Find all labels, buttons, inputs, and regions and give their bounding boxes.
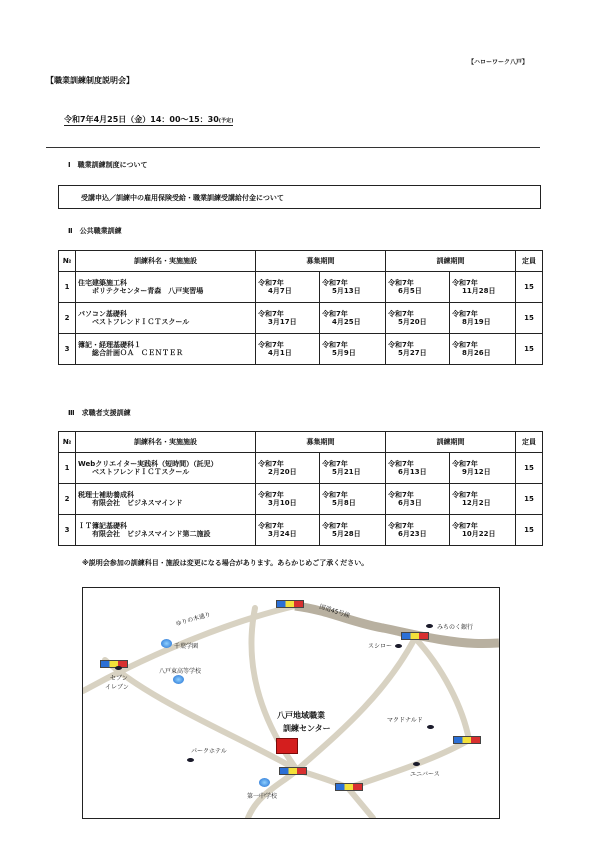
date-cell	[386, 334, 450, 365]
date-value: 6月3日	[398, 499, 422, 507]
traffic-signal-icon	[453, 736, 481, 744]
col-capacity: 定員	[516, 251, 543, 272]
row-no: 2	[59, 303, 76, 334]
training-center-building-icon	[276, 738, 298, 754]
divider	[46, 147, 540, 148]
map-pin-icon	[426, 624, 433, 628]
traffic-signal-icon	[401, 632, 429, 640]
date-era: 令和7年	[452, 459, 478, 468]
center-label-1: 八戸地域職業	[277, 711, 325, 720]
traffic-signal-icon	[276, 600, 304, 608]
capacity-cell: 15	[516, 272, 543, 303]
date-value: 8月19日	[462, 318, 491, 326]
date-era: 令和7年	[258, 490, 284, 499]
school-icon	[259, 778, 270, 787]
date-value: 12月2日	[462, 499, 491, 507]
date-era: 令和7年	[452, 490, 478, 499]
date-era: 令和7年	[258, 309, 284, 318]
date-era: 令和7年	[258, 521, 284, 530]
table-row	[59, 272, 543, 303]
date-era: 令和7年	[452, 278, 478, 287]
course-name: パソコン基礎科	[78, 309, 127, 318]
datetime-text: 令和7年4月25日（金）14：00～15：30	[64, 115, 219, 124]
table-row	[59, 453, 543, 484]
date-value: 5月27日	[398, 349, 427, 357]
course-cell	[76, 515, 256, 546]
date-cell	[450, 272, 516, 303]
daiichi-label: 第一中学校	[247, 793, 278, 800]
traffic-signal-icon	[279, 767, 307, 775]
date-cell	[320, 272, 386, 303]
school-icon	[173, 675, 184, 684]
date-cell	[386, 303, 450, 334]
center-label-2: 訓練センター	[283, 724, 331, 733]
row-no: 3	[59, 334, 76, 365]
date-value: 4月7日	[268, 287, 292, 295]
universe-label: ユニバース	[410, 771, 440, 778]
date-era: 令和7年	[388, 490, 414, 499]
course-name: Webクリエイター実践科（短時間）（託児）	[78, 459, 218, 468]
date-era: 令和7年	[322, 459, 348, 468]
col-training: 訓練期間	[386, 432, 516, 453]
facility-name: 総合計画ＯＡ ＣＥＮＴＥＲ	[92, 349, 183, 357]
course-cell	[76, 484, 256, 515]
course-cell	[76, 453, 256, 484]
date-cell	[450, 515, 516, 546]
capacity-cell: 15	[516, 453, 543, 484]
section1-box	[58, 185, 541, 209]
seven-label-2: イレブン	[105, 684, 129, 691]
map-pin-icon	[427, 725, 434, 729]
date-era: 令和7年	[258, 278, 284, 287]
col-capacity: 定員	[516, 432, 543, 453]
date-cell	[450, 334, 516, 365]
page-title: 【職業訓練制度説明会】	[46, 76, 134, 85]
date-era: 令和7年	[388, 278, 414, 287]
date-value: 9月12日	[462, 468, 491, 476]
col-training: 訓練期間	[386, 251, 516, 272]
date-value: 3月24日	[268, 530, 297, 538]
park-hotel-label: パークホテル	[191, 748, 227, 755]
col-course: 訓練科名・実施施設	[76, 432, 256, 453]
course-cell	[76, 303, 256, 334]
date-era: 令和7年	[258, 340, 284, 349]
date-cell	[320, 453, 386, 484]
jobseeker-training-table	[58, 431, 543, 546]
date-value: 4月1日	[268, 349, 292, 357]
col-recruit: 募集期間	[256, 251, 386, 272]
date-cell	[386, 484, 450, 515]
date-cell	[450, 303, 516, 334]
facility-name: ベストフレンドＩＣＴスクール	[92, 468, 190, 476]
date-era: 令和7年	[322, 278, 348, 287]
date-era: 令和7年	[388, 309, 414, 318]
capacity-cell: 15	[516, 515, 543, 546]
date-era: 令和7年	[388, 521, 414, 530]
date-cell	[256, 453, 320, 484]
date-value: 8月26日	[462, 349, 491, 357]
course-name: 簿記・経理基礎科１	[78, 340, 141, 349]
change-note: ※説明会参加の訓練科目・施設は変更になる場合があります。あらかじめご了承ください。	[82, 559, 369, 567]
map-pin-icon	[413, 762, 420, 766]
date-cell	[256, 484, 320, 515]
date-value: 6月23日	[398, 530, 427, 538]
date-value: 6月5日	[398, 287, 422, 295]
public-training-table	[58, 250, 543, 365]
date-value: 5月28日	[332, 530, 361, 538]
date-era: 令和7年	[388, 459, 414, 468]
col-no: №	[59, 432, 76, 453]
col-course: 訓練科名・実施施設	[76, 251, 256, 272]
course-cell	[76, 334, 256, 365]
date-cell	[320, 334, 386, 365]
traffic-signal-icon	[335, 783, 363, 791]
date-era: 令和7年	[388, 340, 414, 349]
date-era: 令和7年	[322, 340, 348, 349]
date-value: 3月17日	[268, 318, 297, 326]
date-era: 令和7年	[452, 309, 478, 318]
session-datetime	[64, 114, 233, 126]
section2-heading: Ⅱ 公共職業訓練	[68, 227, 122, 235]
facility-name: 有限会社 ビジネスマインド	[92, 499, 183, 507]
table-row	[59, 303, 543, 334]
seven-label-1: セブン	[110, 675, 128, 682]
date-value: 4月25日	[332, 318, 361, 326]
map-pin-icon	[395, 644, 402, 648]
hachinohe-east-label: 八戸東高等学校	[159, 668, 202, 675]
date-value: 6月13日	[398, 468, 427, 476]
date-value: 5月20日	[398, 318, 427, 326]
date-cell	[256, 272, 320, 303]
date-value: 5月9日	[332, 349, 356, 357]
date-cell	[386, 272, 450, 303]
sushiro-label: スシロー	[368, 643, 393, 650]
date-era: 令和7年	[452, 521, 478, 530]
chiba-label: 千葉学園	[174, 643, 199, 650]
date-cell	[256, 303, 320, 334]
date-value: 3月10日	[268, 499, 297, 507]
date-cell	[450, 453, 516, 484]
row-no: 2	[59, 484, 76, 515]
school-icon	[161, 639, 172, 648]
table-row	[59, 515, 543, 546]
date-cell	[320, 303, 386, 334]
date-cell	[450, 484, 516, 515]
michinoku-label: みちのく銀行	[437, 624, 474, 631]
date-value: 2月20日	[268, 468, 297, 476]
date-era: 令和7年	[258, 459, 284, 468]
date-value: 5月21日	[332, 468, 361, 476]
table-header-row	[59, 251, 543, 272]
date-cell	[256, 334, 320, 365]
course-name: 住宅建築施工科	[78, 278, 127, 287]
macdonalds-label: マクドナルド	[387, 717, 423, 724]
section1-heading: Ⅰ 職業訓練制度について	[68, 161, 148, 169]
date-era: 令和7年	[322, 490, 348, 499]
course-cell	[76, 272, 256, 303]
col-no: №	[59, 251, 76, 272]
section3-heading: Ⅲ 求職者支援訓練	[68, 409, 131, 417]
date-era: 令和7年	[322, 521, 348, 530]
date-value: 5月13日	[332, 287, 361, 295]
capacity-cell: 15	[516, 334, 543, 365]
row-no: 3	[59, 515, 76, 546]
date-cell	[320, 484, 386, 515]
table-row	[59, 484, 543, 515]
date-cell	[320, 515, 386, 546]
road-national-label: 国道45号線	[318, 603, 351, 620]
date-cell	[256, 515, 320, 546]
date-era: 令和7年	[452, 340, 478, 349]
road-yurinoki-label: ゆりの木通り	[175, 611, 212, 628]
section1-box-text: 受講申込／訓練中の雇用保険受給・職業訓練受講給付金について	[81, 194, 284, 202]
capacity-cell: 15	[516, 484, 543, 515]
table-row	[59, 334, 543, 365]
date-cell	[386, 453, 450, 484]
map-pin-icon	[115, 666, 122, 670]
date-value: 11月28日	[462, 287, 496, 295]
access-map	[82, 587, 500, 819]
capacity-cell: 15	[516, 303, 543, 334]
date-value: 10月22日	[462, 530, 496, 538]
table-header-row	[59, 432, 543, 453]
date-value: 5月8日	[332, 499, 356, 507]
col-recruit: 募集期間	[256, 432, 386, 453]
date-era: 令和7年	[322, 309, 348, 318]
datetime-note: (予定)	[218, 118, 234, 124]
date-cell	[386, 515, 450, 546]
map-pin-icon	[187, 758, 194, 762]
row-no: 1	[59, 453, 76, 484]
facility-name: 有限会社 ビジネスマインド第二施設	[92, 530, 211, 538]
course-name: ＩＴ簿記基礎科	[78, 521, 127, 530]
row-no: 1	[59, 272, 76, 303]
traffic-signal-icon	[100, 660, 128, 668]
facility-name: ポリテクセンター青森 八戸実習場	[92, 287, 204, 295]
facility-name: ベストフレンドＩＣＴスクール	[92, 318, 190, 326]
office-tag: 【ハローワーク八戸】	[468, 59, 529, 66]
course-name: 税理士補助養成科	[78, 490, 134, 499]
